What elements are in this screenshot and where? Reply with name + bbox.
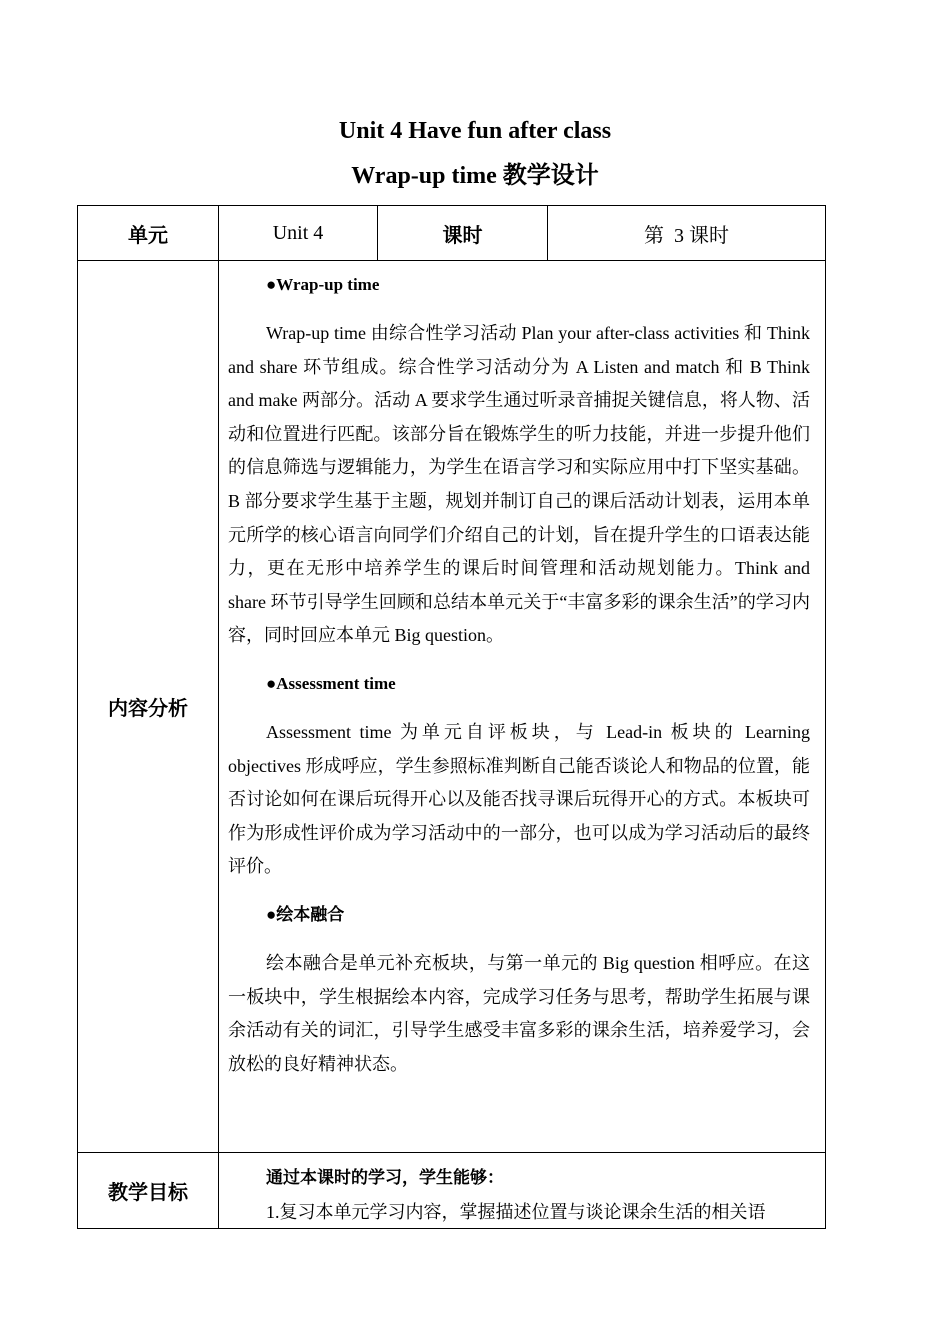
teaching-goals-label: 教学目标 (78, 1153, 219, 1229)
period-value: 第 3 课时 (548, 206, 826, 261)
unit-value: Unit 4 (219, 206, 378, 261)
lesson-plan-table (77, 205, 826, 1229)
document-subtitle: Wrap-up time 教学设计 (351, 163, 599, 189)
section-text-wrapup: Wrap-up time 由综合性学习活动 Plan your after-class activities 和 Think and share 环节组成。综合性学习活动分为 A Listen and match 和 B Think and make 两部分。活动 A 要求学生通过听录音捕捉关键信息，将人物、活动和位置进行匹配。该部分旨在锻炼学生的听力技能，并进一步提升他们的信息筛选与逻辑能力，为学生在语言学习和实际应用中打下坚实基础。B 部分要求学生基于主题，规划并制订自己的课后活动计划表，运用本单元所学的核心语言向同学们介绍自己的计划，旨在提升学生的口语表达能力，更在无形中培养学生的课后时间管理和活动规划能力。Think and share 环节引导学生回顾和总结本单元关于“丰富多彩的课余生活”的学习内容，同时回应本单元 Big question。 (228, 323, 810, 646)
section-heading-assessment: ●Assessment time (266, 673, 396, 693)
period-label: 课时 (378, 206, 548, 261)
content-analysis-body (219, 261, 826, 1153)
goals-intro: 通过本课时的学习，学生能够： (266, 1168, 504, 1187)
document-title: Unit 4 Have fun after class (338, 118, 612, 144)
section-text-picturebook: 绘本融合是单元补充板块，与第一单元的 Big question 相呼应。在这一板块中，学生根据绘本内容，完成学习任务与思考，帮助学生拓展与课余活动有关的词汇，引导学生感受丰富多彩的课余生活，培养爱学习，会放松的良好精神状态。 (228, 952, 810, 1074)
teaching-goals-row (78, 1153, 826, 1229)
unit-label: 单元 (78, 206, 219, 261)
section-heading-wrapup: ●Wrap-up time (266, 275, 380, 294)
goal-item-1: 1.复习本单元学习内容，掌握描述位置与谈论课余生活的相关语 (266, 1202, 766, 1222)
content-analysis-row (78, 261, 826, 1153)
header-row (78, 206, 826, 261)
section-heading-picturebook: ●绘本融合 (266, 904, 345, 924)
section-text-assessment: Assessment time 为单元自评板块，与 Lead-in 板块的 Learning objectives 形成呼应，学生参照标准判断自己能否谈论人和物品的位置，能否讨论如何在课后玩得开心以及能否找寻课后玩得开心的方式。本板块可作为形成性评价成为学习活动中的一部分，也可以成为学习活动后的最终评价。 (228, 721, 810, 877)
content-analysis-label: 内容分析 (78, 261, 219, 1153)
teaching-goals-body (219, 1153, 826, 1229)
